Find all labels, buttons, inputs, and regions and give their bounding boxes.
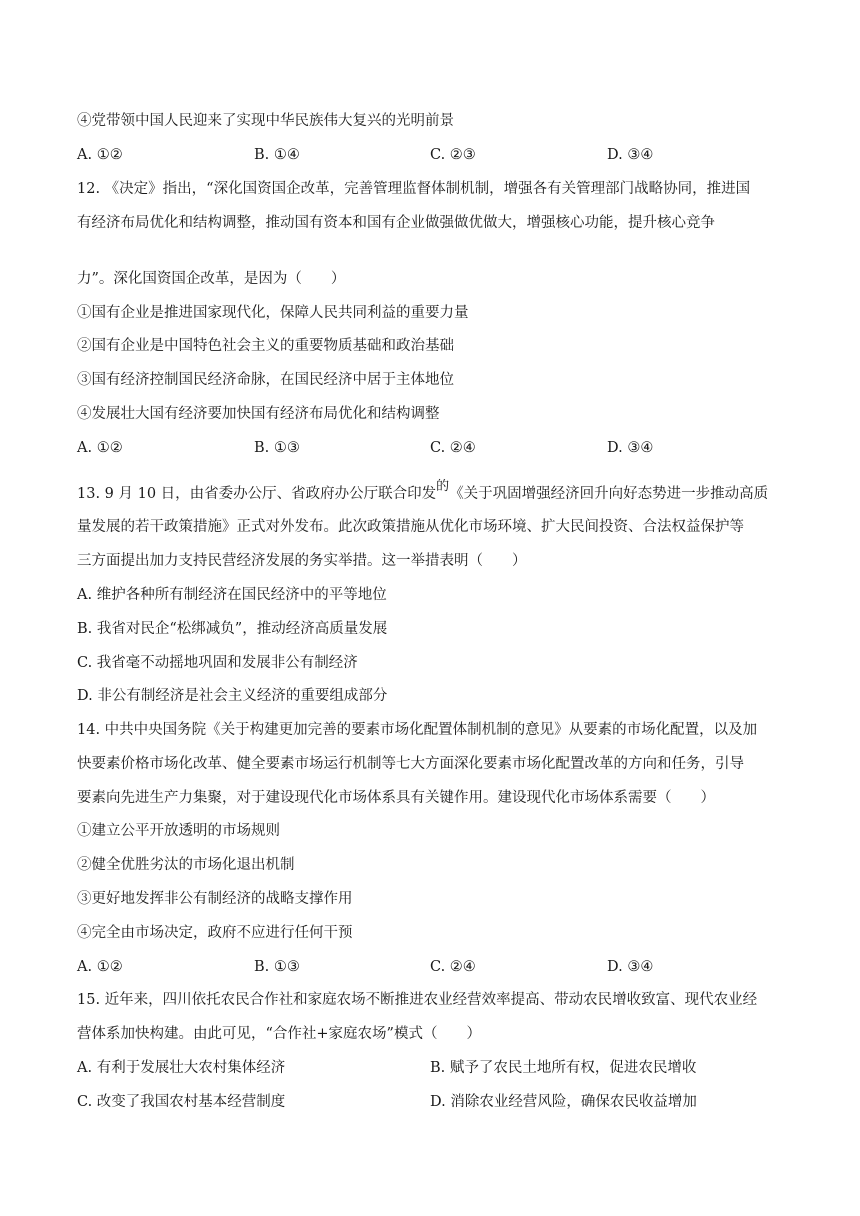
- q12-stem-line-3: 力”。深化国资国企改革，是因为（ ）: [77, 271, 346, 287]
- q14-item-3: ③更好地发挥非公有制经济的战略支撑作用: [77, 891, 353, 907]
- q13-stem-mark: 的: [436, 479, 450, 494]
- q15-option-d: D. 消除农业经营风险，确保农民收益增加: [430, 1094, 697, 1110]
- q15-option-a: A. 有利于发展壮大农村集体经济: [77, 1060, 286, 1076]
- q11-option-b: B. ①④: [254, 147, 300, 163]
- q14-option-a: A. ①②: [77, 959, 123, 975]
- q11-option-c: C. ②③: [430, 147, 476, 163]
- q12-item-4: ④发展壮大国有经济要加快国有经济布局优化和结构调整: [77, 406, 440, 422]
- q13-option-a: A. 维护各种所有制经济在国民经济中的平等地位: [77, 587, 387, 603]
- q15-stem-line-2: 营体系加快构建。由此可见，“合作社+家庭农场”模式（ ）: [77, 1026, 481, 1042]
- q12-option-d: D. ③④: [607, 440, 654, 456]
- q12-option-c: C. ②④: [430, 440, 476, 456]
- q12-option-a: A. ①②: [77, 440, 123, 456]
- q15-option-c: C. 改变了我国农村基本经营制度: [77, 1094, 286, 1110]
- q15-option-b: B. 赋予了农民土地所有权，促进农民增收: [430, 1060, 697, 1076]
- q15-stem-line-1: 15. 近年来，四川依托农民合作社和家庭农场不断推进农业经营效率提高、带动农民增收致富、现代农业经: [77, 992, 758, 1008]
- q11-item-4: ④党带领中国人民迎来了实现中华民族伟大复兴的光明前景: [77, 113, 454, 129]
- q12-stem-line-2: 有经济布局优化和结构调整，推动国有资本和国有企业做强做优做大，增强核心功能，提升核心竞争: [77, 215, 715, 231]
- q13-stem-line-2: 量发展的若干政策措施》正式对外发布。此次政策措施从优化市场环境、扩大民间投资、合法权益保护等: [77, 519, 744, 535]
- q13-stem-line-3: 三方面提出加力支持民营经济发展的务实举措。这一举措表明（ ）: [77, 553, 527, 569]
- q13-stem-line-1-start: 13. 9 月 10 日，由省委办公厅、省政府办公厅联合印发: [77, 486, 437, 502]
- q13-stem-line-1: [77, 479, 769, 505]
- q11-option-d: D. ③④: [607, 147, 654, 163]
- q12-item-2: ②国有企业是中国特色社会主义的重要物质基础和政治基础: [77, 338, 454, 354]
- q14-option-d: D. ③④: [607, 959, 654, 975]
- q13-stem-line-1-end: 《关于巩固增强经济回升向好态势进一步推动高质: [449, 486, 769, 502]
- q12-item-1: ①国有企业是推进国家现代化，保障人民共同利益的重要力量: [77, 305, 469, 321]
- q14-stem-line-3: 要素向先进生产力集聚，对于建设现代化市场体系具有关键作用。建设现代化市场体系需要（ ）: [77, 790, 715, 806]
- q12-stem-line-1: 12. 《决定》指出，“深化国资国企改革，完善管理监督体制机制，增强各有关管理部门战略协同，推进国: [77, 181, 751, 197]
- q14-stem-line-1: 14. 中共中央国务院《关于构建更加完善的要素市场化配置体制机制的意见》从要素的市场化配置，以及加: [77, 722, 758, 738]
- q14-option-c: C. ②④: [430, 959, 476, 975]
- q14-item-4: ④完全由市场决定，政府不应进行任何干预: [77, 925, 353, 941]
- q13-option-b: B. 我省对民企“松绑减负”，推动经济高质量发展: [77, 621, 388, 637]
- q14-stem-line-2: 快要素价格市场化改革、健全要素市场运行机制等七大方面深化要素市场化配置改革的方向和任务，引导: [77, 756, 744, 772]
- q11-option-a: A. ①②: [77, 147, 123, 163]
- q12-option-b: B. ①③: [254, 440, 300, 456]
- q14-item-2: ②健全优胜劣汰的市场化退出机制: [77, 857, 295, 873]
- q13-option-d: D. 非公有制经济是社会主义经济的重要组成部分: [77, 688, 388, 704]
- q14-item-1: ①建立公平开放透明的市场规则: [77, 823, 280, 839]
- q13-option-c: C. 我省毫不动摇地巩固和发展非公有制经济: [77, 655, 358, 671]
- q14-option-b: B. ①③: [254, 959, 300, 975]
- q12-item-3: ③国有经济控制国民经济命脉，在国民经济中居于主体地位: [77, 372, 454, 388]
